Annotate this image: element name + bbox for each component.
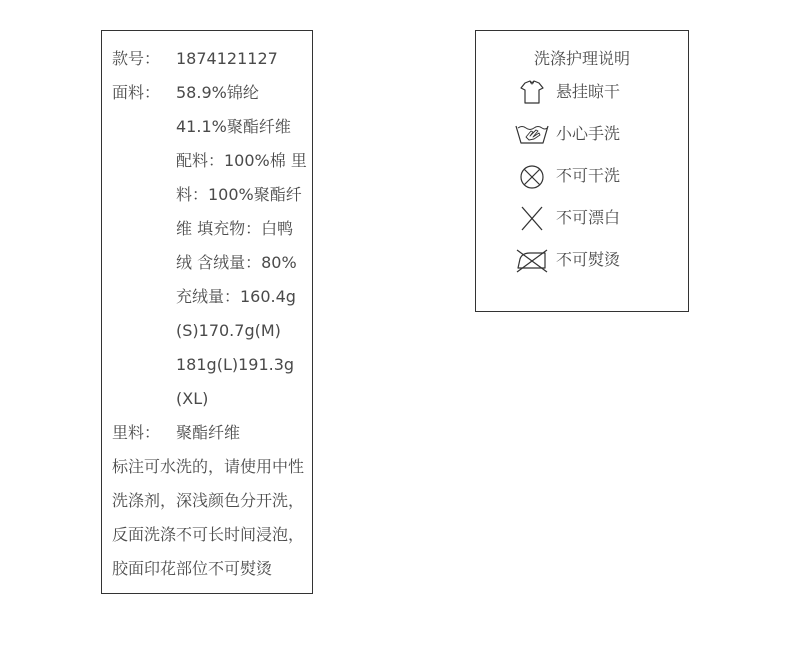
fabric-spec-panel bbox=[101, 30, 313, 594]
care-item-no-dry-clean bbox=[514, 161, 684, 191]
care-note-line: 反面洗涤不可长时间浸泡， bbox=[112, 525, 305, 544]
fabric-line: 41.1%聚酯纤维 bbox=[176, 117, 291, 136]
care-item-label: 不可漂白 bbox=[556, 208, 621, 227]
care-note-line: 标注可水洗的，请使用中性 bbox=[112, 457, 305, 476]
lining-value: 聚酯纤维 bbox=[176, 423, 241, 442]
no-bleach-icon bbox=[514, 203, 550, 233]
care-item-hang-dry bbox=[514, 77, 684, 107]
care-item-label: 不可熨烫 bbox=[556, 250, 621, 269]
lining-row bbox=[112, 423, 240, 443]
fabric-row bbox=[112, 83, 259, 103]
care-item-hand-wash bbox=[514, 119, 684, 149]
hand-wash-icon bbox=[514, 119, 550, 149]
fabric-line: (XL) bbox=[176, 389, 209, 408]
fabric-line: 维 填充物：白鸭 bbox=[176, 219, 294, 238]
style-number-value: 1874121127 bbox=[176, 49, 278, 68]
care-instructions-panel bbox=[475, 30, 689, 312]
care-note-line: 胶面印花部位不可熨烫 bbox=[112, 559, 273, 578]
lining-label: 里料： bbox=[112, 423, 161, 442]
care-note-line: 洗涤剂，深浅颜色分开洗， bbox=[112, 491, 305, 510]
care-title: 洗涤护理说明 bbox=[533, 49, 630, 68]
fabric-label: 面料： bbox=[112, 83, 161, 102]
care-item-label: 悬挂晾干 bbox=[556, 82, 621, 101]
fabric-line: (S)170.7g(M) bbox=[176, 321, 281, 340]
no-dry-clean-icon bbox=[514, 161, 550, 191]
style-number-row bbox=[112, 49, 278, 69]
hang-dry-icon bbox=[514, 77, 550, 107]
care-item-label: 不可干洗 bbox=[556, 166, 621, 185]
style-number-label: 款号： bbox=[112, 49, 161, 68]
no-iron-icon bbox=[514, 245, 550, 275]
care-item-no-iron bbox=[514, 245, 684, 275]
fabric-line: 181g(L)191.3g bbox=[176, 355, 295, 374]
fabric-line: 充绒量：160.4g bbox=[176, 287, 296, 306]
fabric-line: 配料：100%棉 里 bbox=[176, 151, 307, 170]
care-item-no-bleach bbox=[514, 203, 684, 233]
care-item-label: 小心手洗 bbox=[556, 124, 621, 143]
fabric-line: 绒 含绒量：80% bbox=[176, 253, 297, 272]
fabric-line: 料：100%聚酯纤 bbox=[176, 185, 302, 204]
fabric-line: 58.9%锦纶 bbox=[176, 83, 259, 102]
